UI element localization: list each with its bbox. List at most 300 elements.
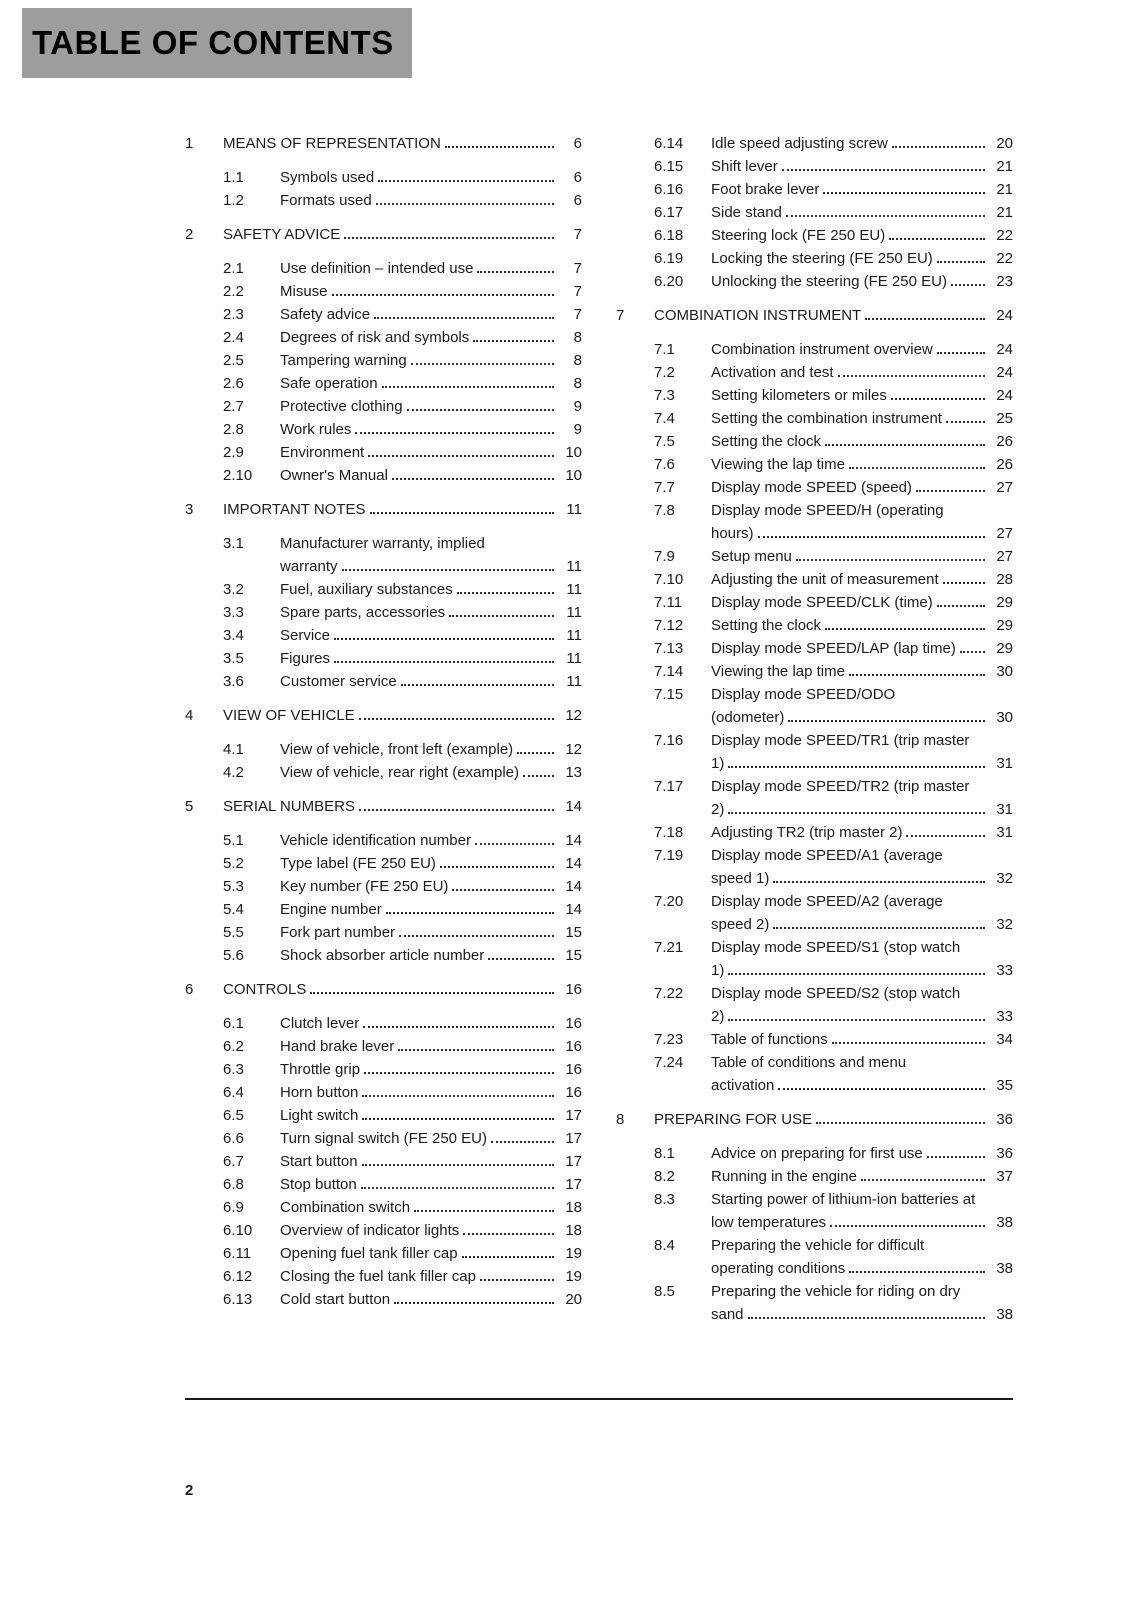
toc-entry-number: 6.9 [223,1199,244,1216]
toc-entry-number: 6.16 [654,181,684,198]
toc-entry-number: 6 [185,981,194,998]
toc-sub-entry [185,738,582,761]
toc-leader-dots [832,1039,985,1044]
toc-sub-entry [616,1188,1013,1234]
toc-entry-number: 3.4 [223,627,244,644]
toc-entry-number: 7.7 [654,479,675,496]
toc-entry-number: 7.18 [654,824,684,841]
toc-entry-number: 8.4 [654,1237,675,1254]
toc-chapter-entry [616,1108,1013,1131]
toc-sub-entry [185,1288,582,1311]
toc-leader-dots [401,681,554,686]
toc-entry-page: 14 [565,855,582,872]
toc-chapter-entry [185,704,582,727]
toc-entry-title: Preparing the vehicle for riding on dry sand [711,1283,961,1323]
toc-entry-number: 2.9 [223,444,244,461]
toc-leader-dots [943,579,985,584]
toc-leader-dots [773,878,985,883]
toc-leader-dots [362,1092,554,1097]
toc-entry-page: 7 [573,306,582,323]
toc-leader-dots [849,1268,985,1273]
toc-sub-entry [185,372,582,395]
toc-leader-dots [355,429,554,434]
toc-entry-title: VIEW OF VEHICLE [223,707,355,724]
toc-sub-entry [185,1081,582,1104]
toc-entry-number: 7.11 [654,594,683,611]
toc-sub-entry [616,1142,1013,1165]
toc-leader-dots [892,143,985,148]
toc-entry-title: Viewing the lap time [711,663,845,680]
toc-entry-number: 2.7 [223,398,244,415]
toc-sub-entry [616,982,1013,1028]
toc-chapter-entry [185,498,582,521]
toc-leader-dots [491,1138,554,1143]
toc-entry-number: 3.5 [223,650,244,667]
toc-entry-page: 17 [565,1107,582,1124]
toc-sub-entry [616,729,1013,775]
toc-columns [185,132,1013,1326]
toc-entry-title: Clutch lever [280,1015,360,1032]
toc-entry-title: Overview of indicator lights [280,1222,460,1239]
toc-entry-title: Display mode SPEED/H (operating hours) [711,502,944,542]
toc-leader-dots [362,1161,554,1166]
toc-entry-page: 13 [565,764,582,781]
toc-entry-title: Combination switch [280,1199,411,1216]
toc-entry-page: 24 [996,307,1013,324]
toc-entry-page: 7 [573,260,582,277]
toc-entry-page: 38 [996,1260,1013,1277]
toc-leader-dots [457,589,554,594]
toc-entry-title: PREPARING FOR USE [654,1111,813,1128]
toc-entry-title: SERIAL NUMBERS [223,798,355,815]
toc-entry-title: Protective clothing [280,398,403,415]
toc-entry-page: 11 [566,558,582,575]
toc-entry-title: Key number (FE 250 EU) [280,878,449,895]
toc-entry-title: Hand brake lever [280,1038,395,1055]
toc-entry-number: 7 [616,307,625,324]
toc-entry-title: Display mode SPEED/CLK (time) [711,594,933,611]
toc-entry-title: Owner's Manual [280,467,388,484]
toc-entry-title: Service [280,627,331,644]
toc-entry-title: Closing the fuel tank filler cap [280,1268,476,1285]
toc-leader-dots [376,200,554,205]
toc-entry-title: Use definition – intended use [280,260,474,277]
toc-entry-page: 9 [573,398,582,415]
toc-entry-number: 5.5 [223,924,244,941]
toc-entry-title: Fork part number [280,924,396,941]
toc-leader-dots [473,337,554,342]
toc-entry-number: 3.3 [223,604,244,621]
toc-sub-entry [616,660,1013,683]
toc-sub-entry [185,761,582,784]
toc-entry-page: 27 [996,525,1013,542]
toc-entry-number: 7.19 [654,847,684,864]
toc-entry-page: 38 [996,1214,1013,1231]
toc-entry-title: Turn signal switch (FE 250 EU) [280,1130,488,1147]
toc-entry-number: 8 [616,1111,625,1128]
toc-sub-entry [185,1127,582,1150]
toc-entry-page: 27 [996,548,1013,565]
toc-leader-dots [916,487,985,492]
toc-sub-entry [185,1035,582,1058]
toc-sub-entry [616,936,1013,982]
toc-leader-dots [477,268,554,273]
toc-entry-title: Shock absorber article number [280,947,485,964]
toc-sub-entry [185,1242,582,1265]
toc-column-left [185,132,582,1326]
toc-sub-entry [185,257,582,280]
toc-sub-entry [616,453,1013,476]
toc-entry-page: 17 [565,1176,582,1193]
toc-entry-number: 3.1 [223,535,244,552]
toc-entry-page: 27 [996,479,1013,496]
toc-entry-title: Activation and test [711,364,834,381]
toc-entry-number: 7.16 [654,732,684,749]
toc-entry-title: Side stand [711,204,782,221]
toc-leader-dots [773,924,985,929]
toc-sub-entry [616,890,1013,936]
toc-leader-dots [946,418,985,423]
toc-sub-entry [616,201,1013,224]
toc-sub-entry [616,775,1013,821]
toc-leader-dots [861,1176,985,1181]
toc-entry-page: 31 [996,755,1013,772]
toc-leader-dots [359,806,554,811]
toc-sub-entry [185,670,582,693]
toc-entry-number: 6.10 [223,1222,253,1239]
toc-sub-entry [185,921,582,944]
toc-entry-page: 16 [565,1038,582,1055]
toc-entry-title: Vehicle identification number [280,832,471,849]
toc-leader-dots [788,717,985,722]
toc-entry-page: 10 [565,467,582,484]
toc-entry-page: 12 [565,741,582,758]
toc-entry-page: 37 [996,1168,1013,1185]
footer-page-number: 2 [185,1482,194,1499]
toc-entry-title: Opening fuel tank filler cap [280,1245,458,1262]
toc-leader-dots [362,1115,554,1120]
toc-sub-entry [185,875,582,898]
toc-entry-title: Safe operation [280,375,378,392]
toc-chapter-entry [616,304,1013,327]
toc-entry-page: 7 [573,283,582,300]
toc-entry-page: 18 [565,1222,582,1239]
toc-entry-number: 6.1 [223,1015,244,1032]
toc-entry-title: Display mode SPEED/ODO (odometer) [711,686,896,726]
toc-entry-page: 36 [996,1111,1013,1128]
toc-entry-page: 7 [573,226,582,243]
toc-entry-number: 6.4 [223,1084,244,1101]
toc-entry-title: CONTROLS [223,981,307,998]
toc-entry-page: 26 [996,433,1013,450]
toc-entry-title: SAFETY ADVICE [223,226,341,243]
toc-sub-entry [616,499,1013,545]
toc-leader-dots [849,464,985,469]
toc-leader-dots [382,383,554,388]
toc-sub-entry [616,476,1013,499]
toc-sub-entry [185,532,582,578]
toc-sub-entry [616,338,1013,361]
toc-entry-page: 33 [996,962,1013,979]
toc-sub-entry [616,545,1013,568]
toc-entry-title: Setting the combination instrument [711,410,942,427]
toc-leader-dots [399,932,554,937]
toc-entry-page: 16 [565,1015,582,1032]
toc-sub-entry [185,1104,582,1127]
toc-entry-number: 7.5 [654,433,675,450]
toc-entry-title: Preparing the vehicle for difficult operating conditions [711,1237,925,1277]
toc-entry-number: 7.4 [654,410,675,427]
toc-sub-entry [616,1280,1013,1326]
toc-leader-dots [414,1207,554,1212]
toc-leader-dots [332,291,554,296]
toc-entry-title: Steering lock (FE 250 EU) [711,227,886,244]
toc-leader-dots [374,314,554,319]
toc-leader-dots [363,1023,554,1028]
page-header [22,8,412,78]
toc-entry-number: 1.2 [223,192,244,209]
toc-entry-number: 2 [185,226,194,243]
toc-leader-dots [823,189,985,194]
toc-leader-dots [344,234,554,239]
toc-leader-dots [394,1299,554,1304]
toc-entry-page: 24 [996,364,1013,381]
toc-leader-dots [440,863,554,868]
toc-entry-title: Throttle grip [280,1061,361,1078]
toc-entry-page: 29 [996,594,1013,611]
toc-sub-entry [185,1219,582,1242]
toc-entry-title: Display mode SPEED/A2 (average speed 2) [711,893,943,933]
toc-entry-number: 6.12 [223,1268,253,1285]
toc-entry-number: 7.17 [654,778,684,795]
toc-entry-title: Display mode SPEED/TR1 (trip master 1) [711,732,970,772]
toc-sub-entry [616,224,1013,247]
toc-leader-dots [891,395,985,400]
toc-entry-number: 7.12 [654,617,684,634]
toc-sub-entry [616,270,1013,293]
toc-leader-dots [728,763,985,768]
toc-entry-number: 8.2 [654,1168,675,1185]
toc-entry-page: 30 [996,709,1013,726]
toc-entry-title: Combination instrument overview [711,341,933,358]
toc-entry-number: 2.1 [223,260,244,277]
toc-entry-number: 7.22 [654,985,684,1002]
toc-entry-number: 3.6 [223,673,244,690]
toc-entry-number: 3 [185,501,194,518]
toc-entry-title: Degrees of risk and symbols [280,329,470,346]
toc-leader-dots [378,177,554,182]
toc-entry-number: 7.3 [654,387,675,404]
toc-entry-page: 21 [996,204,1013,221]
toc-leader-dots [449,612,554,617]
toc-entry-number: 6.5 [223,1107,244,1124]
toc-sub-entry [616,430,1013,453]
toc-leader-dots [927,1153,985,1158]
toc-entry-page: 11 [566,501,582,518]
toc-leader-dots [310,989,554,994]
toc-entry-title: Table of functions [711,1031,828,1048]
toc-sub-entry [185,464,582,487]
toc-leader-dots [480,1276,554,1281]
toc-sub-entry [185,1173,582,1196]
toc-entry-page: 22 [996,227,1013,244]
toc-entry-page: 20 [996,135,1013,152]
toc-sub-entry [185,166,582,189]
toc-entry-number: 7.9 [654,548,675,565]
toc-entry-page: 8 [573,375,582,392]
toc-entry-number: 7.13 [654,640,684,657]
toc-entry-page: 14 [565,878,582,895]
toc-entry-page: 34 [996,1031,1013,1048]
toc-sub-entry [185,624,582,647]
toc-sub-entry [616,1028,1013,1051]
toc-entry-page: 14 [565,901,582,918]
toc-entry-number: 2.6 [223,375,244,392]
toc-leader-dots [816,1119,985,1124]
toc-entry-number: 8.5 [654,1283,675,1300]
toc-leader-dots [334,658,554,663]
toc-entry-title: Cold start button [280,1291,391,1308]
toc-sub-entry [185,326,582,349]
toc-entry-page: 31 [996,801,1013,818]
toc-entry-number: 3.2 [223,581,244,598]
toc-entry-number: 6.7 [223,1153,244,1170]
toc-leader-dots [849,671,985,676]
toc-entry-title: Environment [280,444,365,461]
toc-sub-entry [616,568,1013,591]
toc-entry-page: 19 [565,1245,582,1262]
toc-entry-page: 23 [996,273,1013,290]
toc-entry-page: 6 [573,135,582,152]
toc-entry-title: Setting kilometers or miles [711,387,887,404]
toc-entry-title: Display mode SPEED/TR2 (trip master 2) [711,778,970,818]
toc-entry-title: Viewing the lap time [711,456,845,473]
toc-leader-dots [728,1016,985,1021]
toc-leader-dots [523,772,554,777]
toc-leader-dots [889,235,985,240]
toc-entry-title: Customer service [280,673,397,690]
toc-sub-entry [616,1234,1013,1280]
toc-entry-number: 6.18 [654,227,684,244]
toc-sub-entry [185,647,582,670]
toc-entry-number: 5.3 [223,878,244,895]
toc-entry-number: 7.23 [654,1031,684,1048]
toc-entry-number: 6.19 [654,250,684,267]
toc-entry-page: 16 [565,1061,582,1078]
toc-chapter-entry [185,795,582,818]
toc-entry-title: Shift lever [711,158,778,175]
toc-entry-page: 35 [996,1077,1013,1094]
toc-leader-dots [838,372,985,377]
toc-leader-dots [830,1222,985,1227]
toc-entry-number: 2.10 [223,467,253,484]
toc-leader-dots [370,509,554,514]
toc-entry-title: Display mode SPEED/LAP (lap time) [711,640,956,657]
toc-chapter-entry [185,223,582,246]
toc-entry-title: Tampering warning [280,352,407,369]
toc-entry-number: 2.4 [223,329,244,346]
toc-sub-entry [185,852,582,875]
toc-leader-dots [937,258,985,263]
toc-entry-number: 5 [185,798,194,815]
toc-leader-dots [865,315,985,320]
toc-sub-entry [185,601,582,624]
toc-entry-page: 15 [565,924,582,941]
toc-leader-dots [392,475,554,480]
toc-leader-dots [368,452,554,457]
toc-entry-title: Formats used [280,192,372,209]
toc-entry-title: Locking the steering (FE 250 EU) [711,250,933,267]
toc-sub-entry [616,1165,1013,1188]
toc-entry-page: 10 [565,444,582,461]
toc-entry-title: Type label (FE 250 EU) [280,855,436,872]
toc-entry-title: Figures [280,650,331,667]
toc-chapter-entry [185,978,582,1001]
toc-sub-entry [616,844,1013,890]
toc-entry-page: 31 [996,824,1013,841]
toc-entry-number: 6.6 [223,1130,244,1147]
toc-sub-entry [616,407,1013,430]
toc-entry-page: 22 [996,250,1013,267]
toc-entry-page: 11 [566,673,582,690]
toc-entry-number: 6.15 [654,158,684,175]
toc-entry-number: 2.3 [223,306,244,323]
toc-entry-page: 25 [996,410,1013,427]
toc-leader-dots [488,955,554,960]
toc-leader-dots [782,166,985,171]
toc-entry-title: IMPORTANT NOTES [223,501,366,518]
toc-sub-entry [185,944,582,967]
toc-entry-page: 6 [573,169,582,186]
toc-leader-dots [462,1253,554,1258]
toc-entry-title: Display mode SPEED (speed) [711,479,912,496]
toc-sub-entry [185,898,582,921]
toc-entry-page: 19 [565,1268,582,1285]
toc-entry-number: 7.14 [654,663,684,680]
toc-entry-number: 1 [185,135,194,152]
toc-sub-entry [616,155,1013,178]
toc-entry-number: 5.6 [223,947,244,964]
toc-sub-entry [616,821,1013,844]
toc-leader-dots [786,212,985,217]
toc-entry-number: 6.20 [654,273,684,290]
toc-entry-title: Display mode SPEED/S1 (stop watch 1) [711,939,961,979]
toc-entry-number: 2.2 [223,283,244,300]
toc-leader-dots [758,533,985,538]
toc-entry-number: 4.1 [223,741,244,758]
toc-entry-page: 29 [996,617,1013,634]
toc-leader-dots [334,635,554,640]
toc-sub-entry [616,614,1013,637]
toc-entry-number: 1.1 [223,169,244,186]
toc-entry-page: 21 [996,158,1013,175]
toc-entry-page: 8 [573,352,582,369]
toc-entry-page: 12 [565,707,582,724]
toc-sub-entry [185,303,582,326]
toc-entry-number: 6.14 [654,135,684,152]
toc-entry-number: 4 [185,707,194,724]
toc-entry-page: 8 [573,329,582,346]
toc-sub-entry [185,280,582,303]
toc-entry-page: 18 [565,1199,582,1216]
toc-entry-page: 16 [565,1084,582,1101]
toc-entry-page: 24 [996,387,1013,404]
toc-entry-page: 28 [996,571,1013,588]
toc-entry-number: 7.24 [654,1054,684,1071]
toc-sub-entry [185,349,582,372]
toc-sub-entry [616,361,1013,384]
toc-leader-dots [960,648,985,653]
